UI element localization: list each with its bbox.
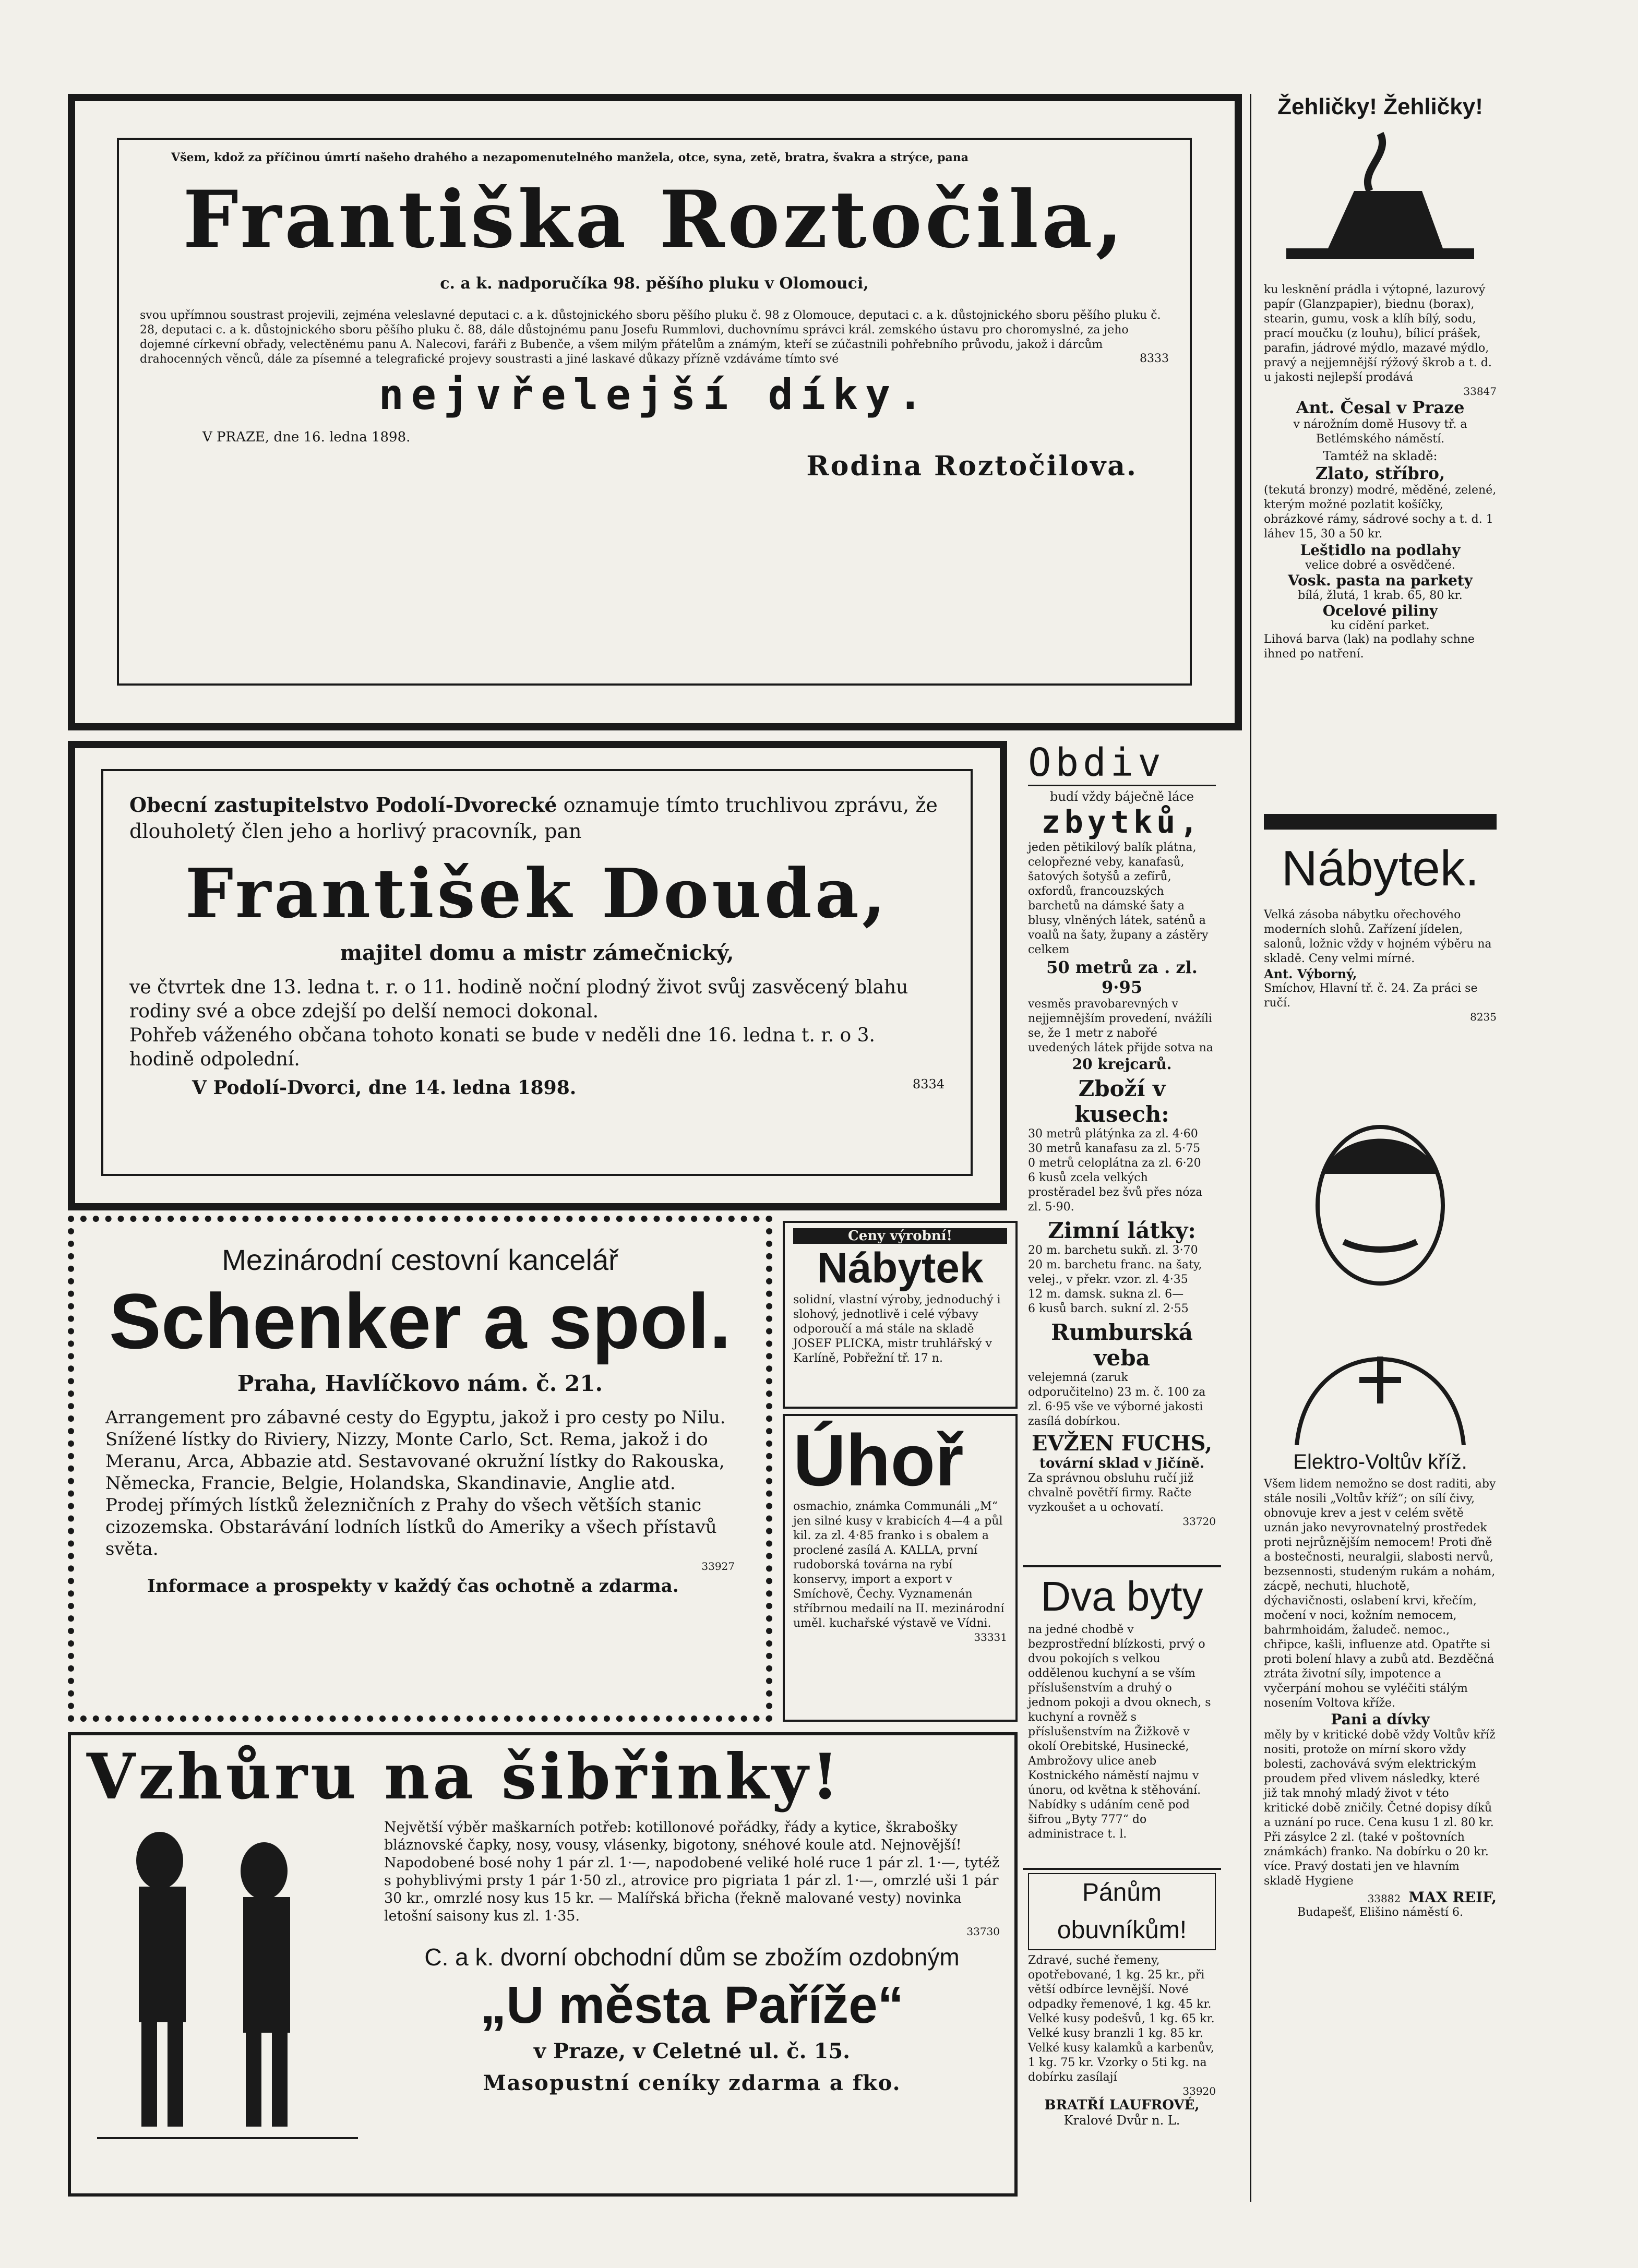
iron-hand-illustration — [1265, 123, 1495, 280]
obdiv-price: 50 metrů za . zl. 9·95 — [1046, 957, 1198, 997]
douda-intro: oznamuje tímto truchlivou zprávu, že dlouholetý člen jeho a horlivý pracovník, pan — [129, 794, 938, 843]
roztocil-body: svou upřímnou soustrast projevili, zejména veleslavné deputaci c. a k. důstojnického sboru pěšího pluku č. 98 z Olomouce, deputaci c. a k. důstojnického sboru pěšího pluku č. 28, deputaci c. a k. důstojnického sboru pěšího pluku č. 88, dále důstojnému panu Josefu Rummlovi, duchovnímu správci král. zemského ústavu pro choromyslné, za jeho dojemné církevní obřady, velectěnému panu A. Nalecovi, faráři z Bubenče, a všem milým přátelům a známým, kteří se zúčastnili pohřebního průvodu, jakož i dárcům drahocenných věnců, dále za písemné a telegrafické projevy soustrasti a jiné laskavé důkazy přízně vzdáváme tímto své — [140, 309, 1161, 366]
volta-body2: měly by v kritické době vždy Voltův kříž nositi, protože on mírní skoro vždy bolesti, zachovává svým elektrickým proudem před vlivem následky, které již tak mnohý mladý život v této kritické době zničily. Četné dopisy díků a uznání po ruce. Cena kusu 1 zl. 80 kr. Při zásylce 2 zl. (také v poštovních známkách) franko. Na dobírku o 20 kr. více. Pravý dostati jen ve hlavním skladě Hygiene — [1264, 1729, 1496, 1888]
ad-dva-byty — [1023, 1565, 1221, 1857]
zehlicky-seller: Ant. Česal v Praze — [1296, 398, 1465, 417]
uhor-title: Úhoř — [793, 1419, 964, 1501]
ad-nabytek-vyborny — [1258, 814, 1503, 1096]
zehlicky-item2: Leštidlo na podlahy — [1300, 542, 1461, 559]
ad-douda — [68, 741, 1007, 1210]
plicka-body: solidní, vlastní výroby, jednoduchý i slohový, jednotlivě i celé výbavy odporoučí a má stále na skladě JOSEF PLICKA, mistr truhlářský v Karlíně, Pobřežní tř. 17 n. — [793, 1293, 1001, 1365]
vyborny-address: Smíchov, Hlavní tř. č. 24. Za práci se ručí. — [1264, 982, 1478, 1010]
volta-address: Budapešť, Elišino náměstí 6. — [1297, 1906, 1463, 1919]
obdiv-body4: Za správnou obsluhu ručí již chvalně povětří firmy. Račte vyzkoušet a u ochovatí. — [1028, 1472, 1194, 1514]
volta-caption: Elektro-Voltův kříž. — [1293, 1450, 1467, 1473]
vyborny-seller: Ant. Výborný, — [1264, 966, 1357, 981]
obdiv-title2: zbytků, — [1041, 804, 1203, 841]
volta-number: 33882 — [1367, 1892, 1401, 1905]
obdiv-price2: 20 krejcarů. — [1072, 1055, 1172, 1073]
obuvnikum-address: Kralové Dvůr n. L. — [1063, 2113, 1180, 2128]
sibrinky-line1: C. a k. dvorní obchodní dům se zbožím ozdobným — [424, 1943, 960, 1971]
obdiv-section: Zboží v kusech: — [1074, 1076, 1169, 1127]
sibrinky-body: Největší výběr maškarních potřeb: kotillonové pořádky, řády a kytice, škrabošky bláznovské čapky, nosy, vousy, vlásenky, bigotony, snéhové koule atd. Nejnovější! Napodobené bosé nohy 1 pár zl. 1·—, napodobené veliké holé ruce 1 pár zl. 1·—, tytéž s pohyblivými prsty 1 pár 1·50 zl., atrovice pro pigriata 1 pár zl. 1·—, omrzlé uši 1 pár 30 kr., omrzlé nosy kus 15 kr. — Malířská břicha (řekně malované vesty) novinka letošní saisony kus zl. 1·35. — [384, 1819, 1000, 1924]
obdiv-section3: Rumburská veba — [1051, 1319, 1193, 1371]
douda-place-date: V Podolí-Dvorci, dne 14. ledna 1898. — [192, 1077, 577, 1099]
byty-title: Dva byty — [1041, 1573, 1203, 1619]
ad-uhor — [783, 1414, 1018, 1722]
schenker-body: Arrangement pro zábavné cesty do Egyptu, jakož i pro cesty po Nilu. Snížené lístky do Riviery, Nizzy, Monte Carlo, Sct. Rema, jakož i do Meranu, Arca, Abbazie atd. Sestavované okružní lístky do Rakouska, Německa, Francie, Belgie, Holandska, Skandinavie, Anglie atd. Prodej přímých lístků železničních z Prahy do všech větších stanic cizozemska. Obstarávání lodních lístků do Ameriky a všech přístavů světa. — [105, 1407, 726, 1559]
ad-sibrinky — [68, 1732, 1018, 2197]
vyborny-body: Velká zásoba nábytku ořechového moderních slohů. Zařízení jídelen, salonů, ložnic vždy v hojném výběru na skladě. Ceny velmi mírné. — [1264, 908, 1492, 965]
obdiv-sub: budí vždy báječně láce — [1050, 789, 1194, 804]
zehlicky-item3: Vosk. pasta na parkety — [1288, 572, 1473, 589]
ad-obuvnikum — [1023, 1868, 1221, 2191]
obdiv-list2: 20 m. barchetu sukň. zl. 3·70 20 m. barchetu franc. na šaty, velej., v překr. vzor. zl. 4·35 12 m. damsk. sukna zl. 6— 6 kusů barch. sukní zl. 2·55 — [1028, 1244, 1202, 1315]
roztocil-rank: c. a k. nadporučíka 98. pěšího pluku v Olomouci, — [440, 274, 869, 293]
uhor-number: 33331 — [974, 1631, 1007, 1643]
byty-body: na jedné chodbě v bezprostřední blízkosti, prvý o dvou pokojích s velkou oddělenou kuchyní a se vším příslušenstvím a druhý o jednom pokoji a dvou oknech, s kuchyní a rovněž s příslušenstvím na Žižkově v okolí Orebitské, Husinecké, Ambrožovy ulice aneb Kostnického náměstí najmu v únoru, od května k stěhování. Nabídky s udáním ceně pod šifrou „Byty 777“ do administrace t. l. — [1028, 1623, 1211, 1841]
volta-section: Pani a dívky — [1331, 1711, 1430, 1728]
sibrinky-number: 33730 — [966, 1925, 1000, 1938]
obuvnikum-seller: BRATŘÍ LAUFROVÉ, — [1044, 2097, 1200, 2113]
ad-obdiv — [1023, 741, 1221, 1664]
obdiv-list: 30 metrů plátýnka za zl. 4·60 30 metrů kanafasu za zl. 5·75 0 metrů celoplátna za zl. 6·20 6 kusů zcela velkých prostěradel bez švů přes nóza zl. 5·90. — [1028, 1127, 1203, 1214]
schenker-number: 33927 — [701, 1560, 735, 1573]
volta-seller: MAX REIF, — [1408, 1889, 1497, 1906]
ad-roztocil — [68, 94, 1242, 730]
zehlicky-item5-body: Lihová barva (lak) na podlahy schne ihned po natření. — [1264, 633, 1475, 661]
volta-body: Všem lidem nemožno se dost raditi, aby stále nosili „Voltův kříž“; on sílí čivy, obnovuje krev a jest v celém světě uznán jako nevyrovnatelný prostředek proti nejrůznějším nemocem! Proti ďně a bostečnosti, neuralgii, slabosti nervů, bezsennosti, studeným rukám a nohám, zácpě, nechuti, hluchotě, dýchavičnosti, oslabení krvi, křečím, močení v noci, kožním nemocem, bahrmhoidám, žaludeč. nemoc., chřipce, kašli, influenze atd. Opatřte si proti bolení hlavy a zubů atd. Bezděčná ztráta životní síly, impotence a vyčerpání mohou se vyléčiti stálým nosením Voltova kříže. — [1264, 1478, 1496, 1710]
plicka-title: Nábytek — [817, 1244, 984, 1292]
sibrinky-title: Vzhůru na šibřinky! — [87, 1740, 842, 1814]
zehlicky-stock: Tamtéž na skladě: — [1323, 449, 1438, 463]
masquerade-figures-illustration — [92, 1824, 363, 2158]
douda-title: majitel domu a mistr zámečnický, — [340, 941, 734, 965]
obuvnikum-title: Pánům obuvníkům! — [1028, 1873, 1216, 1950]
obuvnikum-number: 33920 — [1182, 2085, 1216, 2097]
zehlicky-item4-body: ku cídění parket. — [1331, 619, 1430, 632]
obdiv-body2: vesměs pravobarevných v nejjemnějším provedení, nvážíli se, že 1 metr z nabořé uvedených látek přijde sotva na — [1028, 998, 1213, 1054]
schenker-name: Schenker a spol. — [109, 1277, 732, 1365]
decorative-banner — [1264, 814, 1497, 830]
roztocil-number: 8333 — [1140, 352, 1169, 365]
zehlicky-item4: Ocelové piliny — [1322, 602, 1438, 619]
obdiv-body3: velejemná (zaruk odporučitelno) 23 m. č. 100 za zl. 6·95 vše ve výborné jakosti zasílá dobírkou. — [1028, 1371, 1206, 1428]
ad-schenker — [68, 1216, 772, 1722]
sibrinky-footer: Masopustní ceníky zdarma a fko. — [483, 2071, 901, 2095]
obdiv-section2: Zimní látky: — [1048, 1218, 1196, 1243]
zehlicky-title: Žehličky! Žehličky! — [1277, 94, 1483, 119]
zehlicky-item3-body: bílá, žlutá, 1 krab. 65, 80 kr. — [1298, 589, 1463, 602]
obuvnikum-body: Zdravé, suché řemeny, opotřebované, 1 kg. 25 kr., při větší odbírce levnější. Nové odpadky řemenové, 1 kg. 45 kr. Velké kusy podešvů, 1 kg. 65 kr. Velké kusy branzli 1 kg. 85 kr. Velké kusy kalamků a karbenův, 1 kg. 75 kr. Vzorky o 5ti kg. na dobírku zasílají — [1028, 1954, 1215, 2084]
zehlicky-item1: Zlato, stříbro, — [1315, 463, 1445, 483]
ad-nabytek-plicka — [783, 1221, 1018, 1409]
vyborny-title: Nábytek. — [1281, 841, 1479, 896]
roztocil-intro: Všem, kdož za příčinou úmrtí našeho drahého a nezapomenutelného manžela, otce, syna, zetě, bratra, švakra a strýce, pana — [171, 151, 969, 164]
obdiv-number: 33720 — [1182, 1515, 1216, 1528]
schenker-address: Praha, Havlíčkovo nám. č. 21. — [237, 1371, 603, 1396]
column-rule — [1250, 94, 1251, 2202]
vyborny-number: 8235 — [1470, 1011, 1497, 1023]
sibrinky-name: „U města Paříže“ — [480, 1976, 904, 2034]
schenker-footer: Informace a prospekty v každý čas ochotně a zdarma. — [147, 1576, 679, 1597]
uhor-body: osmachio, známka Communáli „M“ jen silné kusy v krabicích 4—4 a půl kil. za zl. 4·85 franko i s obalem a proclené zasílá A. KALLA, první rudoborská továrna na rybí konservy, import a export v Smíchově, Čechy. Vyznamenán stříbrnou medailí na II. mezinárodní uměl. kuchařské výstavě ve Vídni. — [793, 1500, 1005, 1630]
zehlicky-item2-body: velice dobré a osvědčené. — [1305, 559, 1455, 572]
zehlicky-body: ku lesknění prádla i výtopné, lazurový papír (Glanzpapier), biednu (borax), stearin, gumu, vosk a klíh bílý, sodu, prací moučku (z louhu), bílicí prášek, parafin, jádrové mýdlo, mazavé mýdlo, pravý a nejjemnější rýžový škrob a t. d. u jakosti nejlepší prodává — [1264, 283, 1492, 384]
ad-volta — [1258, 1111, 1503, 2202]
schenker-line1: Mezinárodní cestovní kancelář — [222, 1243, 618, 1276]
roztocil-family: Rodina Roztočilova. — [806, 450, 1138, 482]
douda-body2: Pohřeb váženého občana tohoto konati se bude v neděli dne 16. ledna t. r. o 3. hodině odpolední. — [129, 1025, 875, 1070]
obdiv-title: Obdiv — [1028, 741, 1216, 786]
zehlicky-number: 33847 — [1463, 385, 1497, 398]
plicka-header: Ceny výrobní! — [793, 1228, 1007, 1244]
obdiv-seller: EVŽEN FUCHS, — [1032, 1431, 1212, 1456]
roztocil-place-date: V PRAZE, dne 16. ledna 1898. — [202, 429, 411, 445]
man-portrait-illustration — [1265, 1111, 1495, 1445]
obdiv-seller2: tovární sklad v Jičíně. — [1039, 1456, 1204, 1471]
roztocil-thanks: nejvřelejší díky. — [378, 370, 930, 419]
zehlicky-address: v nárožním domě Husovy tř. a Betlémského náměstí. — [1293, 418, 1467, 446]
douda-name: František Douda, — [185, 854, 889, 933]
zehlicky-item1-body: (tekutá bronzy) modré, měděné, zelené, kterým možné pozlatit košíčky, obrázkové rámy, sádrové sochy a t. d. 1 láhev 15, 30 a 50 kr. — [1264, 484, 1497, 541]
douda-body1: ve čtvrtek dne 13. ledna t. r. o 11. hodině noční plodný život svůj zasvěcený blahu rodiny své a obce zdejší po delší nemoci dokonal. — [129, 977, 908, 1022]
ad-zehlicky — [1258, 94, 1503, 793]
roztocil-name: Františka Roztočila, — [183, 174, 1126, 266]
obdiv-body: jeden pětikilový balík plátna, celopřezné veby, kanafasů, šatových šotyšů a zefírů, oxfordů, francouzských barchetů na dámské šaty a blusy, vlněných látek, saténů a voalů na šaty, župany a zástěry celkem — [1028, 841, 1209, 956]
douda-intro-bold: Obecní zastupitelstvo Podolí-Dvorecké — [129, 793, 557, 817]
douda-number: 8334 — [912, 1077, 944, 1091]
sibrinky-address: v Praze, v Celetné ul. č. 15. — [533, 2039, 851, 2063]
